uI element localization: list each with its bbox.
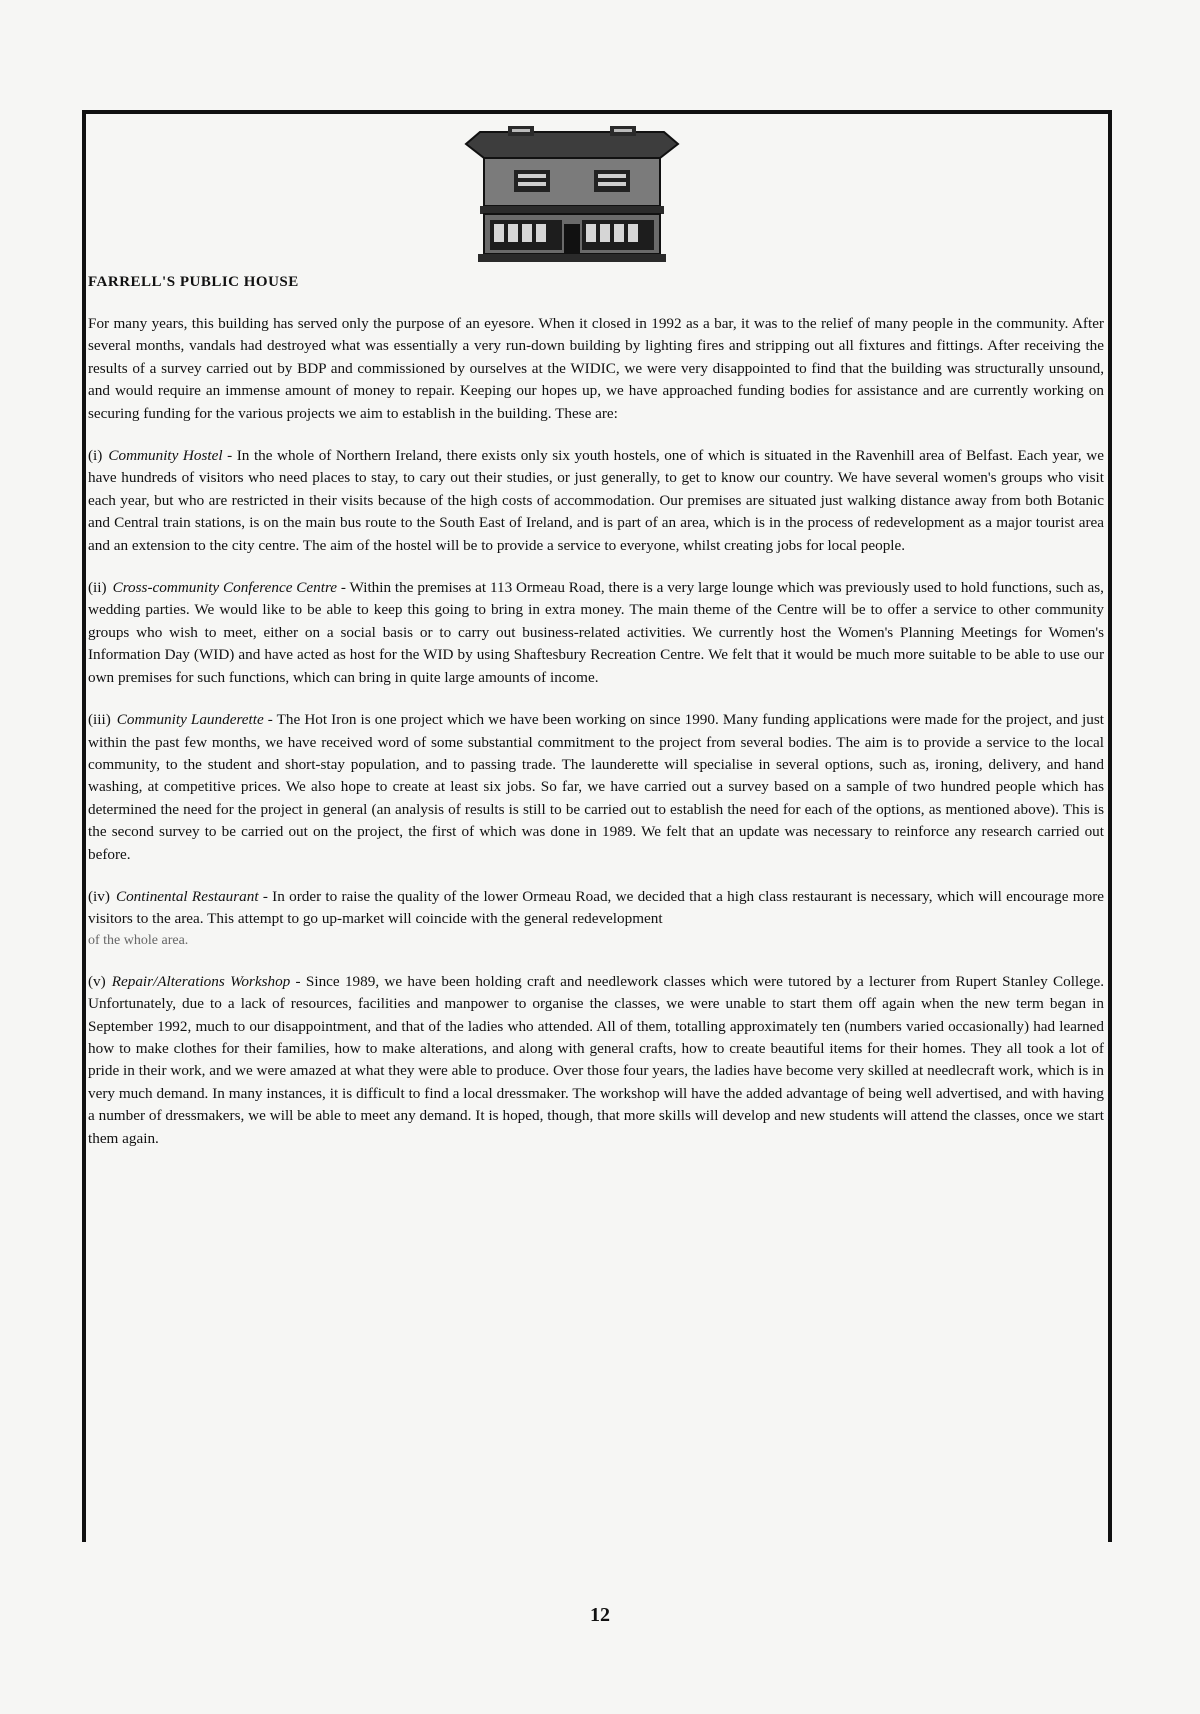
- project-paragraph-restaurant: [88, 886, 1104, 931]
- item-number: (ii): [88, 579, 107, 597]
- item-title: Cross-community Conference Centre: [112, 579, 338, 597]
- project-paragraph-community-hostel: [88, 445, 1104, 557]
- building-illustration: [464, 124, 680, 264]
- project-paragraph-conference-centre: [88, 577, 1104, 689]
- project-paragraph-launderette: [88, 709, 1104, 866]
- item-number: (v): [88, 972, 106, 990]
- item-title: Continental Restaurant: [115, 887, 259, 905]
- document-frame: [82, 110, 1112, 1542]
- project-paragraph-workshop: [88, 971, 1104, 1150]
- item-body: - In order to raise the quality of the lower Ormeau Road, we decided that a high class restaurant is necessary, which will encourage more visitors to the area. This attempt to go up-market will coincide with the general redevelopment: [88, 887, 1104, 928]
- item-body: - In the whole of Northern Ireland, there exists only six youth hostels, one of which is situated in the Ravenhill area of Belfast. Each year, we have hundreds of visitors who need places to stay, to cary out their studies, or just generally, to get to know our country. We have several women's groups who visit each year, but who are restricted in their visits because of the high costs of accommodation. Our premises are situated just walking distance away from both Botanic and Central train stations, is on the main bus route to the South East of Ireland, and is part of an area, which is in the process of redevelopment as a major tourist area and an extension to the city centre. The aim of the hostel will be to provide a service to everyone, whilst creating jobs for local people.: [88, 447, 1104, 554]
- page-number: 12: [590, 1604, 610, 1626]
- item-number: (i): [88, 447, 103, 465]
- intro-paragraph: For many years, this building has served only the purpose of an eyesore. When it closed in 1992 as a bar, it was to the relief of many people in the community. After several months, vandals had destroyed what was essentially a very run-down building by lighting fires and stripping out all fixtures and fittings. After receiving the results of a survey carried out by BDP and commissioned by ourselves at the WIDIC, we were very disappointed to find that the building was structurally unsound, and would require an immense amount of money to repair. Keeping our hopes up, we have approached funding bodies for assistance and are currently working on securing funding for the various projects we aim to establish in the building. These are:: [88, 315, 1104, 422]
- document-body: [88, 274, 1104, 1170]
- item-title: Repair/Alterations Workshop: [111, 972, 291, 990]
- item-body: - The Hot Iron is one project which we have been working on since 1990. Many funding applications were made for the project, and just within the past few months, we have received word of some substantial commitment to the project from several bodies. The aim is to provide a service to the local community, to the student and short-stay population, and to passing trade. The launderette will specialise in several options, such as, ironing, delivery, and hand washing, at competitive prices. We also hope to create at least six jobs. So far, we have carried out a survey based on a sample of two hundred people which has determined the need for the project in general (an analysis of results is still to be carried out to establish the need for each of the options, as mentioned above). This is the second survey to be carried out on the project, the first of which was done in 1989. We felt that an update was necessary to reinforce any research carried out before.: [88, 711, 1104, 863]
- item-title: Community Launderette: [116, 711, 264, 729]
- item-title: Community Hostel: [108, 447, 223, 465]
- item-number: (iii): [88, 711, 111, 729]
- section-heading: FARRELL'S PUBLIC HOUSE: [88, 274, 299, 290]
- restaurant-paragraph-continuation: of the whole area.: [88, 932, 189, 948]
- item-number: (iv): [88, 887, 110, 905]
- item-body: - Within the premises at 113 Ormeau Road, there is a very large lounge which was previously used to hold functions, such as, wedding parties. We would like to be able to keep this going to bring in extra money. The main theme of the Centre will be to offer a service to other community groups who wish to meet, either on a social basis or to carry out business-related activities. We currently host the Women's Planning Meetings for Women's Information Day (WID) and have acted as host for the WID by using Shaftesbury Recreation Centre. We felt that it would be much more suitable to be able to use our own premises for such functions, which can bring in quite large amounts of income.: [88, 579, 1104, 686]
- item-body: - Since 1989, we have been holding craft and needlework classes which were tutored by a lecturer from Rupert Stanley College. Unfortunately, due to a lack of resources, facilities and manpower to organise the classes, we were unable to start them off again when the new term began in September 1992, much to our disappointment, and that of the ladies who attended. All of them, totalling approximately ten (numbers varied occasionally) had learned how to make clothes for their families, how to make alterations, and along with general crafts, how to create beautiful items for their homes. They all took a lot of pride in their work, and we were amazed at what they were able to produce. Over those four years, the ladies have become very skilled at needlecraft work, which is in very much demand. In many instances, it is difficult to find a local dressmaker. The workshop will have the added advantage of being well advertised, and with having a number of dressmakers, we will be able to meet any demand. It is hoped, though, that more skills will develop and new students will attend the classes, once we start them again.: [88, 972, 1105, 1147]
